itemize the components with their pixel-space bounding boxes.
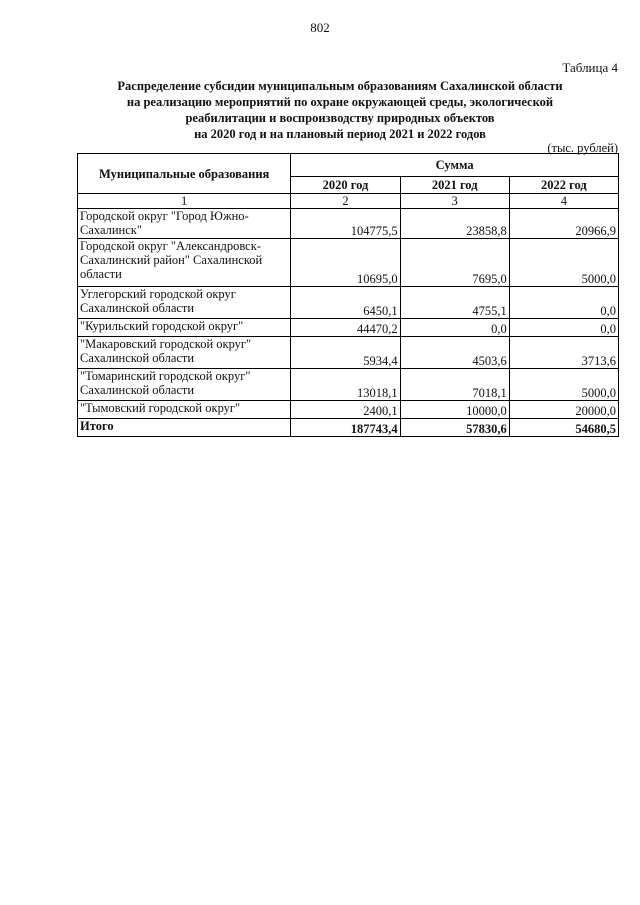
value-2022: 5000,0: [509, 369, 618, 401]
table-row: [78, 401, 619, 419]
value-2020: 10695,0: [291, 239, 400, 287]
value-2021: 0,0: [400, 319, 509, 337]
table-row: [78, 369, 619, 401]
total-row: [78, 419, 619, 437]
table-row: [78, 239, 619, 287]
title-line: Распределение субсидии муниципальным образованиям Сахалинской области: [117, 79, 563, 93]
table-label: Таблица 4: [562, 60, 618, 75]
header-year-2020: 2020 год: [291, 177, 400, 194]
value-2021: 10000,0: [400, 401, 509, 419]
table-row: [78, 209, 619, 239]
header-year-2022: 2022 год: [509, 177, 618, 194]
header-sum: Сумма: [291, 154, 619, 177]
value-2021: 23858,8: [400, 209, 509, 239]
units-label: (тыс. рублей): [547, 141, 618, 155]
table-row: [78, 337, 619, 369]
value-2022: 20000,0: [509, 401, 618, 419]
header-municipalities: Муниципальные образования: [78, 154, 291, 194]
total-2021: 57830,6: [400, 419, 509, 437]
title-line: реабилитации и воспроизводству природных объектов: [185, 111, 495, 125]
document-title: [80, 78, 600, 142]
total-label: Итого: [78, 419, 291, 437]
value-2021: 7018,1: [400, 369, 509, 401]
title-line: на 2020 год и на плановый период 2021 и 2022 годов: [194, 127, 486, 141]
value-2022: 20966,9: [509, 209, 618, 239]
value-2020: 104775,5: [291, 209, 400, 239]
page-number: 802: [310, 20, 330, 35]
title-line: на реализацию мероприятий по охране окружающей среды, экологической: [126, 95, 554, 109]
municipality-name: Городской округ "Александровск-Сахалинский район" Сахалинской области: [78, 239, 291, 287]
column-index: 2: [291, 194, 400, 209]
municipality-name: "Курильский городской округ": [78, 319, 291, 337]
column-index: 3: [400, 194, 509, 209]
value-2021: 4503,6: [400, 337, 509, 369]
value-2022: 0,0: [509, 319, 618, 337]
header-year-2021: 2021 год: [400, 177, 509, 194]
municipality-name: Городской округ "Город Южно-Сахалинск": [78, 209, 291, 239]
value-2022: 3713,6: [509, 337, 618, 369]
column-index: 4: [509, 194, 618, 209]
value-2020: 44470,2: [291, 319, 400, 337]
municipality-name: "Макаровский городской округ" Сахалинской области: [78, 337, 291, 369]
value-2020: 6450,1: [291, 287, 400, 319]
value-2021: 4755,1: [400, 287, 509, 319]
value-2020: 2400,1: [291, 401, 400, 419]
column-index-row: [78, 194, 619, 209]
value-2022: 0,0: [509, 287, 618, 319]
municipality-name: Углегорский городской округ Сахалинской области: [78, 287, 291, 319]
table-row: [78, 287, 619, 319]
value-2021: 7695,0: [400, 239, 509, 287]
total-2020: 187743,4: [291, 419, 400, 437]
value-2020: 13018,1: [291, 369, 400, 401]
subsidy-table: [77, 153, 619, 437]
value-2020: 5934,4: [291, 337, 400, 369]
column-index: 1: [78, 194, 291, 209]
table-row: [78, 319, 619, 337]
value-2022: 5000,0: [509, 239, 618, 287]
municipality-name: "Томаринский городской округ" Сахалинской области: [78, 369, 291, 401]
municipality-name: "Тымовский городской округ": [78, 401, 291, 419]
total-2022: 54680,5: [509, 419, 618, 437]
